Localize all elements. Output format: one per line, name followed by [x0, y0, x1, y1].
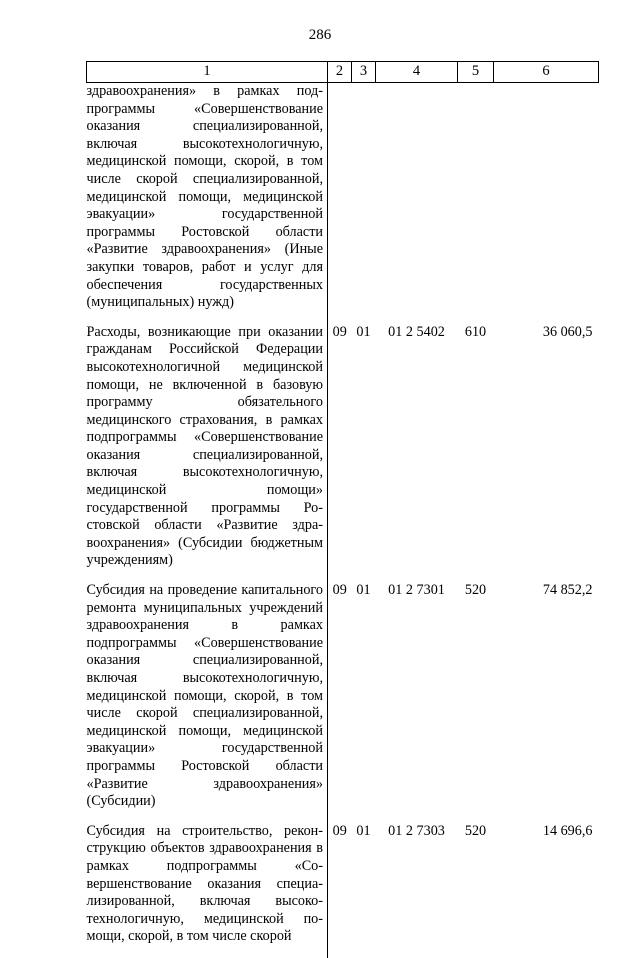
- row-subsection: 01: [356, 822, 371, 839]
- row-name: Субсидия на проведение капитального ремонта муниципальных учреждений здравоохранения в рамках подпрограммы «Совершенствование оказания специализированной, включая высокотехнологичную, медицинской помощи, скорой, в том числе скорой специализированной, медицинской помощи, медицинской эвакуации» государственной программы Ростовской области «Развитие здравоохранения» (Субсидии): [87, 582, 328, 823]
- row-amount: 36 060,5: [542, 323, 593, 340]
- row-name: здравоохранения» в рамках подпрограммы «Совершенствование оказания специализированной, включая высокотехнологичную, медицинской помощи, скорой, в том числе скорой специализированной, медицинской помощи, медицинской эвакуации» государственной программы Ростовской области «Развитие здравоохранения» (Иные закупки товаров, работ и услуг для обеспечения государственных (муниципальных) нужд): [87, 83, 328, 324]
- row-target-code: 01 2 7301: [388, 582, 445, 599]
- table-header: [87, 62, 599, 83]
- row-target-code: [376, 83, 458, 324]
- header-col-4: 4: [376, 62, 458, 83]
- row-amount: [494, 83, 599, 324]
- row-section: 09: [332, 582, 347, 599]
- header-col-1: 1: [87, 62, 328, 83]
- budget-table: [86, 61, 599, 958]
- row-section: [328, 83, 352, 324]
- row-target-code: 01 2 7303: [388, 822, 445, 839]
- table-row: [87, 83, 599, 324]
- table-row: [87, 324, 599, 582]
- page-number: 286: [308, 27, 332, 43]
- row-section: 09: [332, 323, 347, 340]
- table-row: [87, 582, 599, 823]
- row-section: 09: [332, 822, 347, 839]
- header-col-5: 5: [458, 62, 494, 83]
- row-subsection: 01: [356, 323, 371, 340]
- table-body: [87, 83, 599, 958]
- table-row: [87, 823, 599, 958]
- row-subsection: [352, 83, 376, 324]
- header-col-6: 6: [494, 62, 599, 83]
- row-expense-type: 520: [464, 822, 487, 839]
- row-amount: 14 696,6: [542, 822, 593, 839]
- row-amount: 74 852,2: [542, 582, 593, 599]
- header-col-2: 2: [328, 62, 352, 83]
- row-name: Субсидия на строительство, реконструкцию объектов здравоохранения в рамках подпрограммы «Совершенствование оказания специализированной, включая высокотехнологичную, медицинской помощи, скорой, в том числе скорой: [87, 823, 328, 958]
- row-expense-type: [458, 83, 494, 324]
- row-subsection: 01: [356, 582, 371, 599]
- header-col-3: 3: [352, 62, 376, 83]
- row-expense-type: 520: [464, 582, 487, 599]
- row-expense-type: 610: [464, 323, 487, 340]
- row-name: Расходы, возникающие при оказании гражданам Российской Федерации высокотехнологичной медицинской помощи, не включенной в базовую программу обязательного медицинского страхования, в рамках подпрограммы «Совершенствование оказания специализированной, включая высокотехнологичную, медицинской помощи» государственной программы Ростовской области «Развитие здравоохранения» (Субсидии бюджетным учреждениям): [87, 324, 328, 582]
- row-target-code: 01 2 5402: [388, 323, 445, 340]
